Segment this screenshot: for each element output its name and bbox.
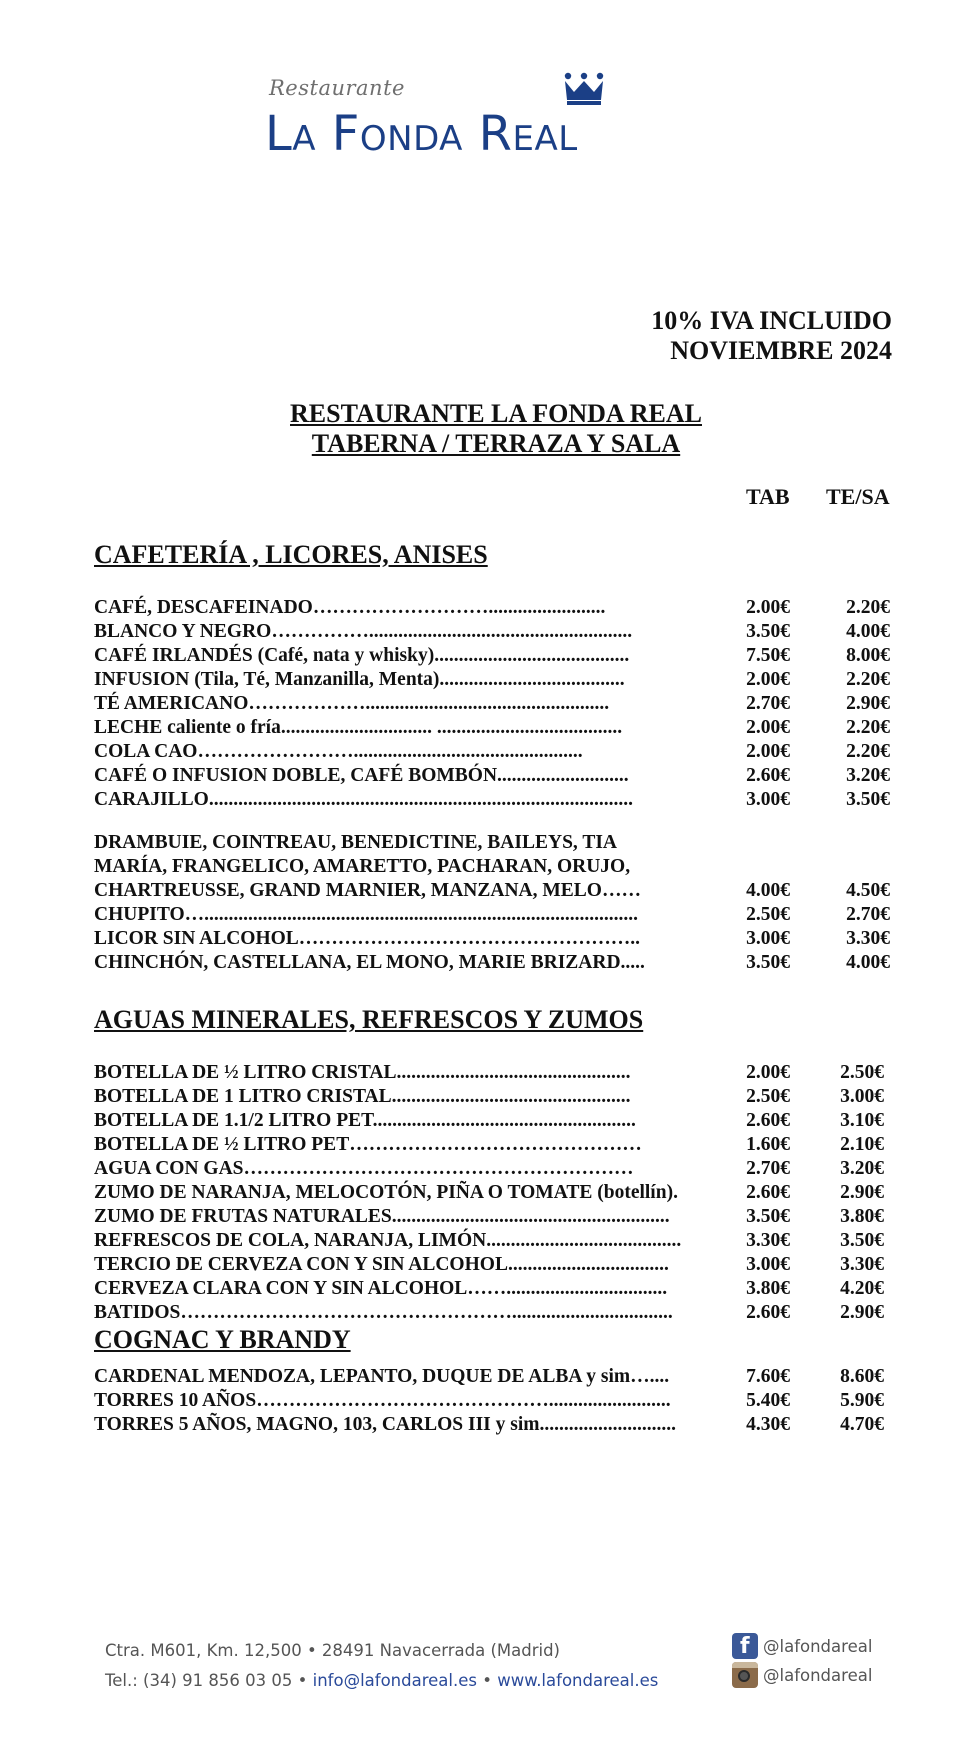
menu-item-row [94, 1181, 894, 1205]
menu-item-price-tab: 2.00€ [746, 717, 790, 738]
menu-item-row [94, 1277, 894, 1301]
footer-email-link[interactable]: info@lafondareal.es [312, 1671, 477, 1690]
menu-item-price-tab: 2.00€ [746, 597, 790, 618]
licores-description-line-2: MARÍA, FRANGELICO, AMARETTO, PACHARAN, ORUJO, [94, 856, 631, 877]
menu-item-price-tesa: 2.20€ [846, 669, 890, 690]
menu-item-price-tab: 4.00€ [746, 880, 790, 901]
menu-item-label: CARDENAL MENDOZA, LEPANTO, DUQUE DE ALBA y sim….... [94, 1366, 670, 1387]
menu-item-price-tab: 5.40€ [746, 1390, 790, 1411]
menu-item-price-tesa: 2.20€ [846, 717, 890, 738]
menu-item-price-tesa: 4.00€ [846, 621, 890, 642]
menu-item-label: BOTELLA DE ½ LITRO CRISTAL................................................ [94, 1062, 631, 1083]
menu-item-row [94, 1133, 894, 1157]
menu-item-price-tab: 3.00€ [746, 1254, 790, 1275]
menu-item-price-tab: 3.50€ [746, 621, 790, 642]
menu-item-label: CHINCHÓN, CASTELLANA, EL MONO, MARIE BRIZARD..... [94, 952, 645, 973]
facebook-icon [732, 1633, 758, 1659]
menu-item-price-tesa: 3.50€ [840, 1230, 884, 1251]
menu-item-price-tesa: 3.00€ [840, 1086, 884, 1107]
menu-item-label: TORRES 10 AÑOS………………………………………......................... [94, 1390, 671, 1411]
menu-item-label: CERVEZA CLARA CON Y SIN ALCOHOL……................................. [94, 1278, 668, 1299]
footer-contact-line [105, 1666, 658, 1696]
menu-item-label: BOTELLA DE 1.1/2 LITRO PET...................................................... [94, 1110, 636, 1131]
menu-item-row [94, 1253, 894, 1277]
menu-item-price-tab: 7.60€ [746, 1366, 790, 1387]
menu-item-price-tab: 2.00€ [746, 741, 790, 762]
menu-item-price-tab: 2.70€ [746, 1158, 790, 1179]
facebook-handle: @lafondareal [763, 1636, 873, 1656]
footer-phone: Tel.: (34) 91 856 03 05 • [105, 1671, 308, 1690]
menu-item-price-tesa: 4.50€ [846, 880, 890, 901]
header-info [651, 306, 892, 366]
menu-item-price-tab: 3.80€ [746, 1278, 790, 1299]
menu-item-price-tesa: 3.20€ [846, 765, 890, 786]
column-header-tesa: TE/SA [826, 484, 890, 509]
menu-item-price-tab: 1.60€ [746, 1134, 790, 1155]
menu-item-price-tesa: 2.90€ [840, 1182, 884, 1203]
menu-item-row [94, 1365, 894, 1389]
menu-item-row [94, 668, 894, 692]
menu-item-price-tab: 2.50€ [746, 1086, 790, 1107]
menu-item-row [94, 879, 894, 903]
menu-item-price-tesa: 8.60€ [840, 1366, 884, 1387]
menu-item-row [94, 927, 894, 951]
menu-item-price-tesa: 2.20€ [846, 741, 890, 762]
menu-item-row [94, 1301, 894, 1325]
menu-item-price-tesa: 2.90€ [846, 693, 890, 714]
menu-item-label: TORRES 5 AÑOS, MAGNO, 103, CARLOS III y sim............................ [94, 1414, 677, 1435]
menu-item-price-tesa: 3.80€ [840, 1206, 884, 1227]
menu-item-price-tesa: 2.50€ [840, 1062, 884, 1083]
menu-item-label: TÉ AMERICANO……………….................................................. [94, 693, 610, 714]
tax-note: 10% IVA INCLUIDO [651, 306, 892, 335]
instagram-icon [732, 1662, 758, 1688]
menu-item-label: AGUA CON GAS…………………………………………………… [94, 1158, 634, 1179]
menu-item-label: BLANCO Y NEGRO……………...................................................... [94, 621, 633, 642]
menu-item-row [94, 1229, 894, 1253]
licores-description-line-1: DRAMBUIE, COINTREAU, BENEDICTINE, BAILEYS, TIA [94, 832, 617, 853]
menu-item-price-tesa: 4.70€ [840, 1414, 884, 1435]
menu-item-price-tab: 2.70€ [746, 693, 790, 714]
menu-item-row [94, 903, 894, 927]
section-title-cognac: COGNAC Y BRANDY [94, 1325, 351, 1354]
menu-item-price-tab: 2.60€ [746, 1182, 790, 1203]
menu-item-price-tesa: 2.20€ [846, 597, 890, 618]
instagram-handle: @lafondareal [763, 1665, 873, 1685]
menu-item-price-tesa: 2.10€ [840, 1134, 884, 1155]
menu-item-price-tab: 3.00€ [746, 928, 790, 949]
menu-item-price-tesa: 8.00€ [846, 645, 890, 666]
menu-item-price-tab: 3.30€ [746, 1230, 790, 1251]
menu-item-price-tesa: 3.50€ [846, 789, 890, 810]
menu-item-price-tesa: 3.30€ [840, 1254, 884, 1275]
menu-item-price-tab: 2.50€ [746, 904, 790, 925]
menu-item-price-tab: 7.50€ [746, 645, 790, 666]
menu-item-price-tesa: 4.00€ [846, 952, 890, 973]
menu-item-label: ZUMO DE NARANJA, MELOCOTÓN, PIÑA O TOMATE (botellín). [94, 1182, 678, 1203]
menu-item-label: CAFÉ O INFUSION DOBLE, CAFÉ BOMBÓN........................... [94, 765, 629, 786]
footer-separator: • [482, 1671, 492, 1690]
menu-item-row [94, 596, 894, 620]
menu-item-price-tesa: 3.20€ [840, 1158, 884, 1179]
menu-item-label: LICOR SIN ALCOHOL…………………………………………….. [94, 928, 641, 949]
menu-item-row [94, 1205, 894, 1229]
menu-item-row [94, 740, 894, 764]
menu-item-row [94, 1413, 894, 1437]
menu-item-price-tab: 3.50€ [746, 1206, 790, 1227]
page-title: RESTAURANTE LA FONDA REAL [290, 399, 702, 428]
menu-item-label: CARAJILLO....................................................................................... [94, 789, 633, 810]
footer-contact [105, 1636, 658, 1696]
menu-item-price-tab: 2.00€ [746, 1062, 790, 1083]
menu-item-label: CAFÉ IRLANDÉS (Café, nata y whisky)........................................ [94, 645, 630, 666]
menu-item-row [94, 788, 894, 812]
menu-item-label: BOTELLA DE 1 LITRO CRISTAL................................................. [94, 1086, 631, 1107]
menu-item-price-tesa: 3.30€ [846, 928, 890, 949]
menu-item-row [94, 764, 894, 788]
menu-item-price-tab: 2.60€ [746, 765, 790, 786]
menu-item-price-tab: 4.30€ [746, 1414, 790, 1435]
column-header-tab: TAB [746, 484, 790, 509]
menu-item-label: BOTELLA DE ½ LITRO PET……………………………………… [94, 1134, 642, 1155]
menu-item-price-tesa: 4.20€ [840, 1278, 884, 1299]
menu-item-price-tab: 3.00€ [746, 789, 790, 810]
menu-item-row [94, 1389, 894, 1413]
menu-item-row [94, 1061, 894, 1085]
menu-item-price-tesa: 5.90€ [840, 1390, 884, 1411]
menu-item-label: CAFÉ, DESCAFEINADO………………………........................ [94, 597, 606, 618]
menu-item-row [94, 620, 894, 644]
menu-item-price-tesa: 2.90€ [840, 1302, 884, 1323]
footer-address: Ctra. M601, Km. 12,500 • 28491 Navacerrada (Madrid) [105, 1641, 560, 1660]
menu-item-row [94, 1109, 894, 1133]
instagram-link[interactable] [732, 1661, 872, 1689]
menu-item-row [94, 951, 894, 975]
date-note: NOVIEMBRE 2024 [670, 336, 892, 365]
logo-subtitle: Restaurante [269, 76, 405, 100]
menu-item-label: ZUMO DE FRUTAS NATURALES......................................................... [94, 1206, 670, 1227]
logo-name: La Fonda Real [265, 106, 578, 162]
menu-item-price-tab: 2.00€ [746, 669, 790, 690]
page-subtitle: TABERNA / TERRAZA Y SALA [311, 429, 681, 458]
menu-item-label: CHUPITO…......................................................................................... [94, 904, 639, 925]
menu-item-price-tesa: 3.10€ [840, 1110, 884, 1131]
menu-item-row [94, 644, 894, 668]
restaurant-logo [265, 72, 715, 162]
crown-icon [562, 72, 606, 106]
menu-item-price-tab: 2.60€ [746, 1302, 790, 1323]
menu-item-label: COLA CAO……………………............................................... [94, 741, 583, 762]
menu-item-price-tesa: 2.70€ [846, 904, 890, 925]
menu-item-label: REFRESCOS DE COLA, NARANJA, LIMÓN........................................ [94, 1230, 682, 1251]
menu-item-row [94, 716, 894, 740]
menu-item-row [94, 1157, 894, 1181]
menu-item-label: CHARTREUSSE, GRAND MARNIER, MANZANA, MELO…… [94, 880, 641, 901]
menu-item-label: TERCIO DE CERVEZA CON Y SIN ALCOHOL................................. [94, 1254, 669, 1275]
footer-web-link[interactable]: www.lafondareal.es [497, 1671, 659, 1690]
menu-item-label: LECHE caliente o fría............................... ...................................... [94, 717, 623, 738]
menu-item-row [94, 1085, 894, 1109]
section-title-aguas: AGUAS MINERALES, REFRESCOS Y ZUMOS [94, 1005, 644, 1034]
menu-item-price-tab: 2.60€ [746, 1110, 790, 1131]
menu-item-price-tab: 3.50€ [746, 952, 790, 973]
menu-item-row [94, 692, 894, 716]
section-title-cafeteria: CAFETERÍA , LICORES, ANISES [94, 540, 488, 569]
menu-item-label: BATIDOS……………………………………………................................. [94, 1302, 673, 1323]
menu-item-label: INFUSION (Tila, Té, Manzanilla, Menta)...................................... [94, 669, 625, 690]
facebook-link[interactable] [732, 1632, 872, 1660]
